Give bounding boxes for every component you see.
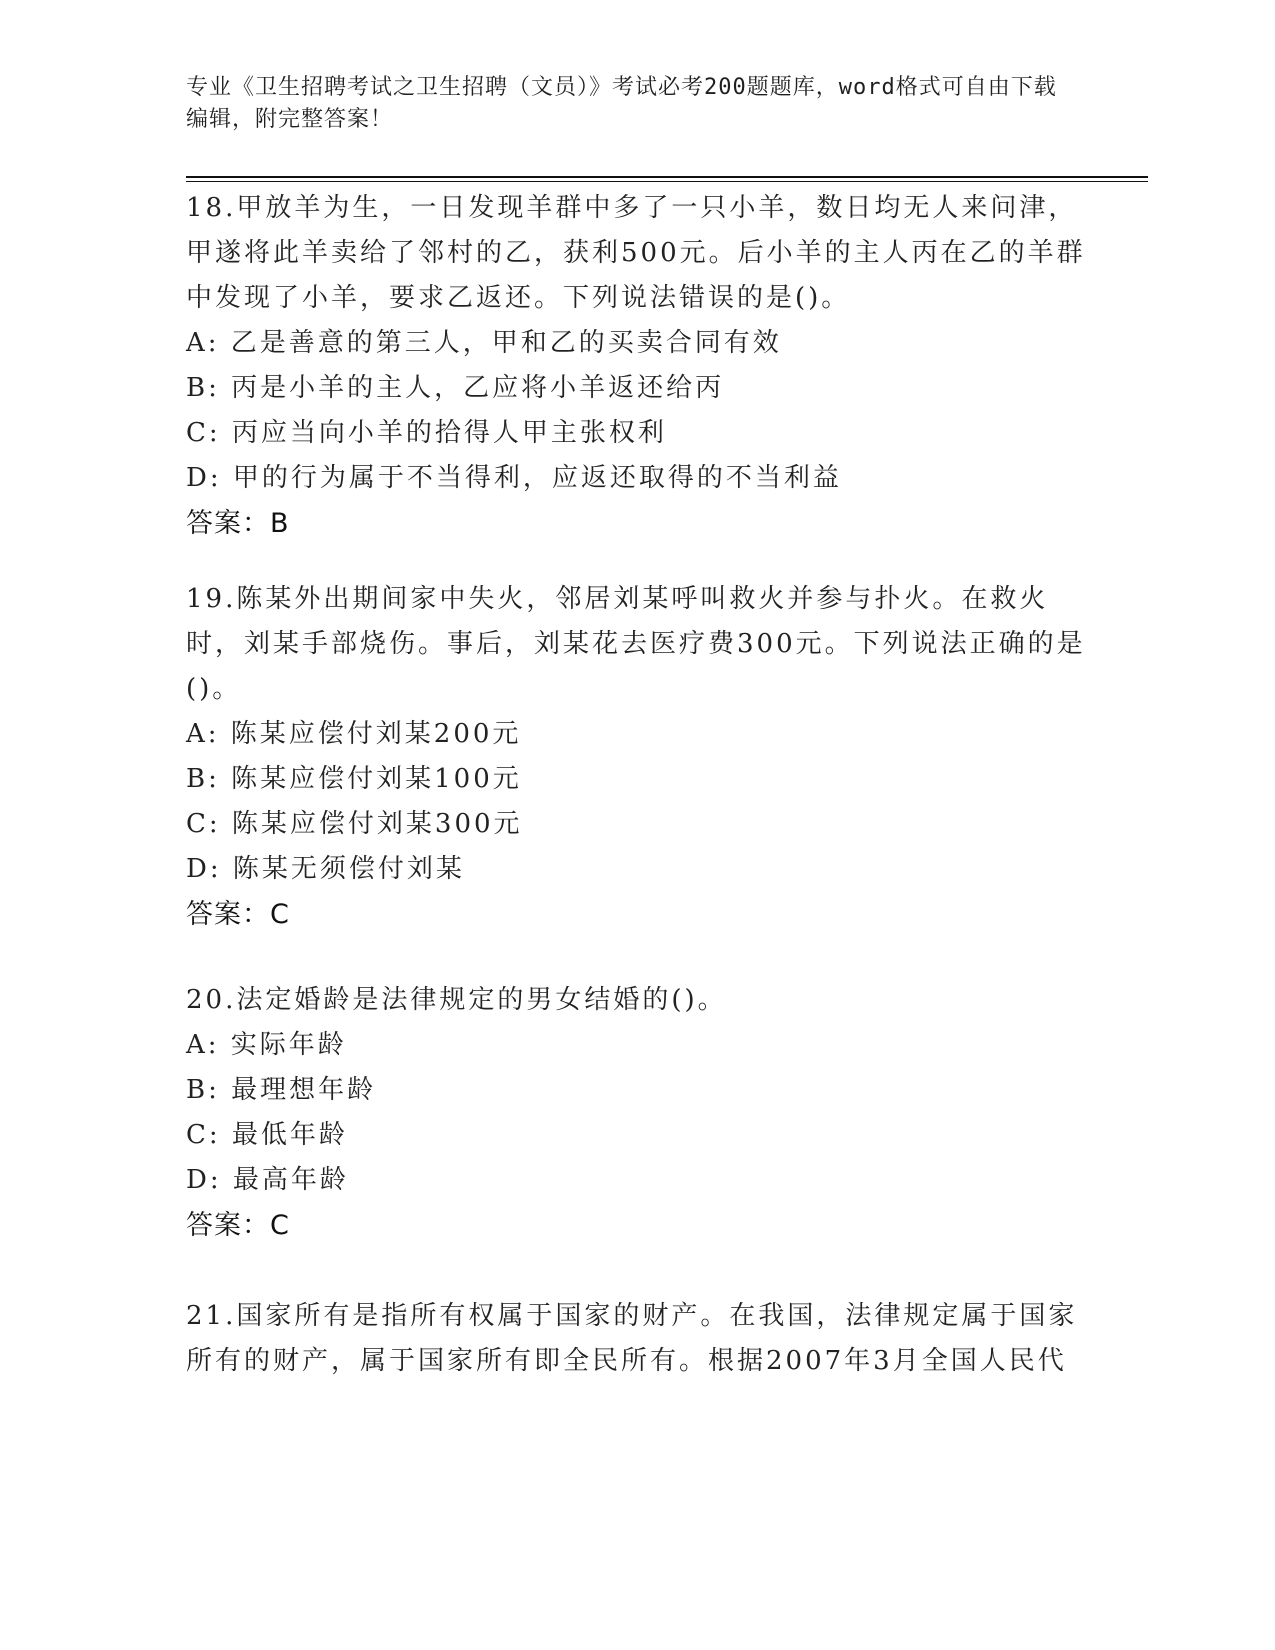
option-c: C: 丙应当向小羊的拾得人甲主张权利 [186,418,667,448]
option-a: A: 乙是善意的第三人，甲和乙的买卖合同有效 [186,328,782,358]
option-d: D: 甲的行为属于不当得利，应返还取得的不当利益 [186,463,842,493]
option-a: A: 陈某应偿付刘某200元 [186,719,522,749]
document-header: 专业《卫生招聘考试之卫生招聘（文员）》考试必考200题题库，word格式可自由下载编辑，附完整答案！ [186,75,1057,132]
header-rule-thin [186,181,1148,182]
answer-label: 答案：B [186,508,290,539]
question-stem: 20.法定婚龄是法律规定的男女结婚的()。 [186,985,727,1015]
option-c: C: 陈某应偿付刘某300元 [186,809,523,839]
option-b: B: 陈某应偿付刘某100元 [186,764,522,794]
option-b: B: 最理想年龄 [186,1075,377,1105]
option-list [186,321,1086,501]
option-d: D: 最高年龄 [186,1165,349,1195]
answer-label: 答案：C [186,1210,290,1241]
question-stem: 18.甲放羊为生，一日发现羊群中多了一只小羊，数日均无人来问津，甲遂将此羊卖给了邻村的乙，获利500元。后小羊的主人丙在乙的羊群中发现了小羊，要求乙返还。下列说法错误的是()。 [186,193,1086,313]
option-list [186,712,1086,892]
question-19 [186,577,1086,937]
question-18 [186,186,1086,546]
answer-label: 答案：C [186,899,290,930]
question-stem: 19.陈某外出期间家中失火，邻居刘某呼叫救火并参与扑火。在救火时，刘某手部烧伤。事后，刘某花去医疗费300元。下列说法正确的是()。 [186,584,1086,704]
option-list [186,1023,1086,1203]
question-21 [186,1294,1086,1384]
option-b: B: 丙是小羊的主人，乙应将小羊返还给丙 [186,373,725,403]
option-c: C: 最低年龄 [186,1120,348,1150]
header-rule-thick [186,176,1148,178]
option-d: D: 陈某无须偿付刘某 [186,854,465,884]
question-20 [186,978,1086,1248]
question-stem: 21.国家所有是指所有权属于国家的财产。在我国，法律规定属于国家所有的财产，属于国家所有即全民所有。根据2007年3月全国人民代 [186,1301,1078,1376]
option-a: A: 实际年龄 [186,1030,347,1060]
